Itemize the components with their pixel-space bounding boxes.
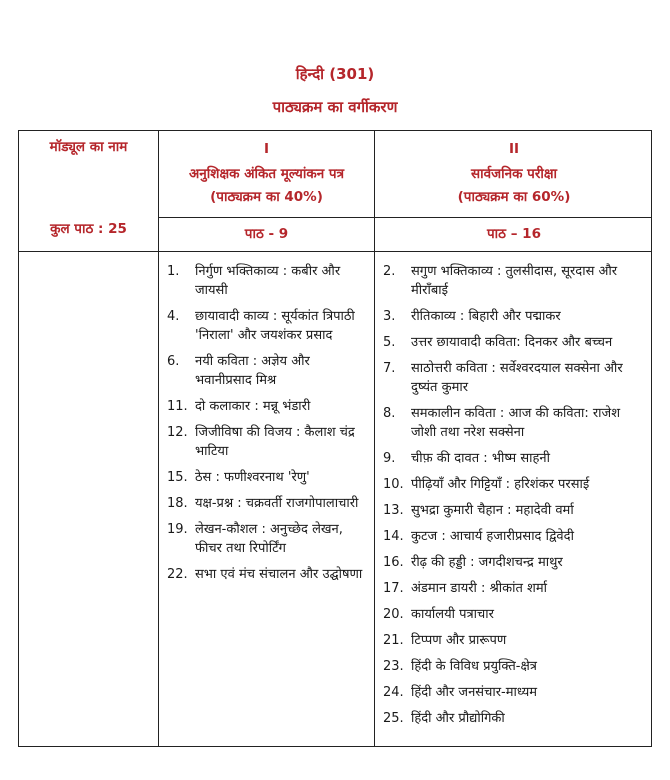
list-item bbox=[383, 683, 645, 702]
lesson-title: कुटज : आचार्य हजारीप्रसाद द्विवेदी bbox=[411, 529, 574, 544]
list-item bbox=[167, 565, 365, 584]
lesson-number: 11. bbox=[167, 399, 188, 414]
lesson-title: चीफ़ की दावत : भीष्म साहनी bbox=[411, 451, 550, 466]
list-item bbox=[167, 397, 365, 416]
document-title: हिन्दी (301) bbox=[295, 65, 375, 83]
lesson-number: 23. bbox=[383, 659, 404, 674]
header-divider-bottom bbox=[19, 251, 651, 252]
lesson-title: यक्ष-प्रश्न : चक्रवर्ती राजगोपालाचारी bbox=[195, 496, 359, 511]
lesson-number: 14. bbox=[383, 529, 404, 544]
list-item bbox=[383, 709, 645, 728]
lesson-title: दो कलाकार : मन्नू भंडारी bbox=[195, 399, 311, 414]
lesson-title: समकालीन कविता : आज की कविता: राजेश जोशी तथा नरेश सक्सेना bbox=[411, 406, 621, 440]
list-item bbox=[167, 307, 365, 345]
document-subtitle: पाठ्यक्रम का वर्गीकरण bbox=[272, 98, 398, 116]
lesson-title: उत्तर छायावादी कविता: दिनकर और बच्चन bbox=[411, 335, 613, 350]
lesson-title: ठेस : फणीश्वरनाथ 'रेणु' bbox=[195, 470, 310, 485]
list-item bbox=[167, 423, 365, 461]
lesson-number: 22. bbox=[167, 567, 188, 582]
list-item bbox=[383, 404, 645, 442]
lesson-number: 8. bbox=[383, 406, 396, 421]
lesson-number: 10. bbox=[383, 477, 404, 492]
module-name-header: मॉड्यूल का नाम bbox=[49, 139, 128, 155]
lesson-number: 20. bbox=[383, 607, 404, 622]
lesson-number: 3. bbox=[383, 309, 396, 324]
list-item bbox=[383, 333, 645, 352]
lesson-number: 21. bbox=[383, 633, 404, 648]
lesson-number: 4. bbox=[167, 309, 180, 324]
col2-heading: अनुशिक्षक अंकित मूल्यांकन पत्र bbox=[188, 166, 345, 182]
lesson-number: 6. bbox=[167, 354, 180, 369]
lesson-number: 16. bbox=[383, 555, 404, 570]
lesson-number: 1. bbox=[167, 264, 180, 279]
list-item bbox=[383, 449, 645, 468]
col3-lesson-list bbox=[383, 262, 645, 735]
list-item bbox=[383, 631, 645, 650]
lesson-number: 13. bbox=[383, 503, 404, 518]
lesson-title: सगुण भक्तिकाव्य : तुलसीदास, सूरदास और मीराँबाई bbox=[411, 264, 618, 298]
list-item bbox=[167, 468, 365, 487]
col2-percent: (पाठ्यक्रम का 40%) bbox=[210, 189, 323, 205]
col3-percent: (पाठ्यक्रम का 60%) bbox=[457, 189, 571, 205]
lesson-number: 18. bbox=[167, 496, 188, 511]
lesson-title: हिंदी के विविध प्रयुक्ति-क्षेत्र bbox=[411, 659, 537, 674]
lesson-title: टिप्पण और प्रारूपण bbox=[411, 633, 507, 648]
list-item bbox=[167, 352, 365, 390]
col2-lesson-list bbox=[167, 262, 365, 591]
lesson-number: 19. bbox=[167, 522, 188, 537]
col2-count: पाठ - 9 bbox=[244, 226, 289, 242]
list-item bbox=[383, 553, 645, 572]
lesson-title: साठोत्तरी कविता : सर्वेश्वरदयाल सक्सेना और दुष्यंत कुमार bbox=[411, 361, 623, 395]
list-item bbox=[167, 494, 365, 513]
list-item bbox=[167, 262, 365, 300]
total-lessons: कुल पाठ : 25 bbox=[50, 221, 127, 237]
lesson-title: निर्गुण भक्तिकाव्य : कबीर और जायसी bbox=[195, 264, 341, 298]
list-item bbox=[383, 501, 645, 520]
lesson-title: सभा एवं मंच संचालन और उद्घोषणा bbox=[195, 567, 363, 582]
col3-count: पाठ – 16 bbox=[487, 226, 541, 242]
curriculum-table bbox=[18, 130, 652, 747]
list-item bbox=[383, 262, 645, 300]
lesson-number: 7. bbox=[383, 361, 396, 376]
lesson-title: अंडमान डायरी : श्रीकांत शर्मा bbox=[411, 581, 548, 596]
lesson-title: छायावादी काव्य : सूर्यकांत त्रिपाठी 'निराला' और जयशंकर प्रसाद bbox=[195, 309, 355, 343]
list-item bbox=[383, 579, 645, 598]
lesson-number: 9. bbox=[383, 451, 396, 466]
list-item bbox=[383, 527, 645, 546]
list-item bbox=[383, 359, 645, 397]
lesson-number: 5. bbox=[383, 335, 396, 350]
lesson-title: नयी कविता : अज्ञेय और भवानीप्रसाद मिश्र bbox=[195, 354, 310, 388]
header-divider-top bbox=[158, 217, 651, 218]
list-item bbox=[383, 657, 645, 676]
lesson-number: 12. bbox=[167, 425, 188, 440]
lesson-number: 2. bbox=[383, 264, 396, 279]
lesson-title: हिंदी और प्रौद्योगिकी bbox=[411, 711, 505, 726]
lesson-number: 24. bbox=[383, 685, 404, 700]
list-item bbox=[383, 605, 645, 624]
lesson-title: जिजीविषा की विजय : कैलाश चंद्र भाटिया bbox=[195, 425, 355, 459]
lesson-number: 15. bbox=[167, 470, 188, 485]
lesson-number: 17. bbox=[383, 581, 404, 596]
col2-roman: I bbox=[263, 141, 270, 157]
list-item bbox=[383, 307, 645, 326]
lesson-title: हिंदी और जनसंचार-माध्यम bbox=[411, 685, 538, 700]
lesson-title: सुभद्रा कुमारी चैहान : महादेवी वर्मा bbox=[411, 503, 574, 518]
lesson-title: कार्यालयी पत्राचार bbox=[411, 607, 494, 622]
col3-roman: II bbox=[508, 141, 520, 157]
list-item bbox=[383, 475, 645, 494]
lesson-title: रीढ़ की हड्डी : जगदीशचन्द्र माथुर bbox=[411, 555, 563, 570]
lesson-title: पीढ़ियाँ और गिट्टियाँ : हरिशंकर परसाई bbox=[411, 477, 590, 492]
lesson-title: लेखन-कौशल : अनुच्छेद लेखन, फीचर तथा रिपोर्टिंग bbox=[195, 522, 343, 556]
lesson-number: 25. bbox=[383, 711, 404, 726]
lesson-title: रीतिकाव्य : बिहारी और पद्माकर bbox=[411, 309, 561, 324]
col3-heading: सार्वजनिक परीक्षा bbox=[470, 166, 558, 182]
list-item bbox=[167, 520, 365, 558]
